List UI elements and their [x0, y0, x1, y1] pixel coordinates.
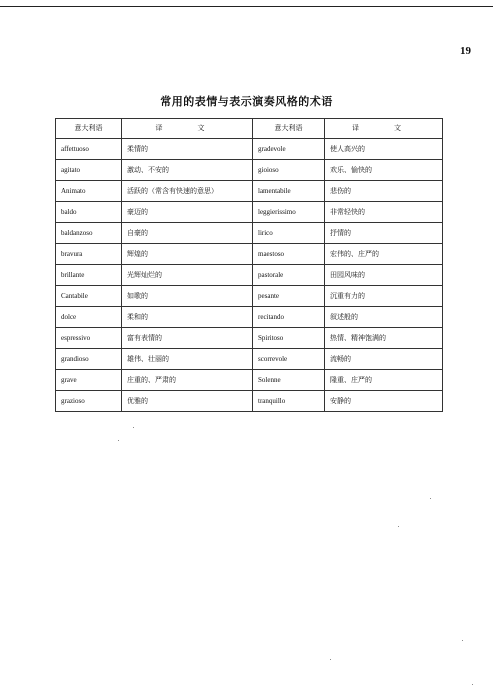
table-row [56, 160, 443, 181]
translation: 自豪的 [122, 223, 253, 244]
table-row [56, 223, 443, 244]
table-row [56, 181, 443, 202]
translation: 悲伤的 [325, 181, 443, 202]
table-row [56, 202, 443, 223]
italian-term: affettuoso [56, 139, 122, 160]
page-title: 常用的表情与表示演奏风格的术语 [160, 95, 333, 108]
translation: 安静的 [325, 391, 443, 412]
translation: 热情、精神饱满的 [325, 328, 443, 349]
italian-term: Solenne [253, 370, 325, 391]
scan-speck [330, 659, 331, 660]
italian-term: grazioso [56, 391, 122, 412]
header-translation-2: 译 文 [325, 119, 443, 139]
translation: 如歌的 [122, 286, 253, 307]
translation: 辉煌的 [122, 244, 253, 265]
translation: 雄伟、壮丽的 [122, 349, 253, 370]
scan-speck [462, 640, 463, 641]
italian-term: tranquillo [253, 391, 325, 412]
italian-term: scorrevole [253, 349, 325, 370]
italian-term: pastorale [253, 265, 325, 286]
translation: 柔和的 [122, 307, 253, 328]
table-header-row [56, 119, 443, 139]
scan-speck [133, 427, 134, 428]
header-italian-2: 意大利语 [253, 119, 325, 139]
translation: 使人高兴的 [325, 139, 443, 160]
italian-term: grave [56, 370, 122, 391]
translation: 富有表情的 [122, 328, 253, 349]
translation: 田园风味的 [325, 265, 443, 286]
table-row [56, 391, 443, 412]
italian-term: baldanzoso [56, 223, 122, 244]
translation: 柔情的 [122, 139, 253, 160]
italian-term: Cantabile [56, 286, 122, 307]
italian-term: pesante [253, 286, 325, 307]
italian-term: baldo [56, 202, 122, 223]
italian-term: agitato [56, 160, 122, 181]
italian-term: Animato [56, 181, 122, 202]
terms-table [55, 118, 443, 412]
translation: 豪迈的 [122, 202, 253, 223]
scan-speck [430, 498, 431, 499]
translation: 叙述般的 [325, 307, 443, 328]
italian-term: lamentabile [253, 181, 325, 202]
table-row [56, 265, 443, 286]
translation: 隆重、庄严的 [325, 370, 443, 391]
italian-term: recitando [253, 307, 325, 328]
table-row [56, 244, 443, 265]
italian-term: Spiritoso [253, 328, 325, 349]
italian-term: gradevole [253, 139, 325, 160]
table-row [56, 349, 443, 370]
page-number: 19 [460, 45, 471, 57]
translation: 庄重的、严肃的 [122, 370, 253, 391]
italian-term: bravura [56, 244, 122, 265]
translation: 抒情的 [325, 223, 443, 244]
italian-term: brillante [56, 265, 122, 286]
scan-speck [472, 684, 473, 685]
scan-speck [398, 526, 399, 527]
scan-speck [118, 440, 119, 441]
table-row [56, 370, 443, 391]
header-translation-1: 译 文 [122, 119, 253, 139]
italian-term: leggierissimo [253, 202, 325, 223]
translation: 欢乐、愉快的 [325, 160, 443, 181]
table-row [56, 328, 443, 349]
translation: 活跃的（常含有快速的意思） [122, 181, 253, 202]
table-row [56, 307, 443, 328]
translation: 流畅的 [325, 349, 443, 370]
table-row [56, 286, 443, 307]
translation: 优雅的 [122, 391, 253, 412]
translation: 激动、不安的 [122, 160, 253, 181]
italian-term: grandioso [56, 349, 122, 370]
italian-term: dolce [56, 307, 122, 328]
table-row [56, 139, 443, 160]
top-border-line [0, 6, 493, 7]
translation: 宏伟的、庄严的 [325, 244, 443, 265]
translation: 沉重有力的 [325, 286, 443, 307]
header-italian-1: 意大利语 [56, 119, 122, 139]
italian-term: gioioso [253, 160, 325, 181]
translation: 光辉灿烂的 [122, 265, 253, 286]
italian-term: lirico [253, 223, 325, 244]
translation: 非常轻快的 [325, 202, 443, 223]
italian-term: espressivo [56, 328, 122, 349]
italian-term: maestoso [253, 244, 325, 265]
